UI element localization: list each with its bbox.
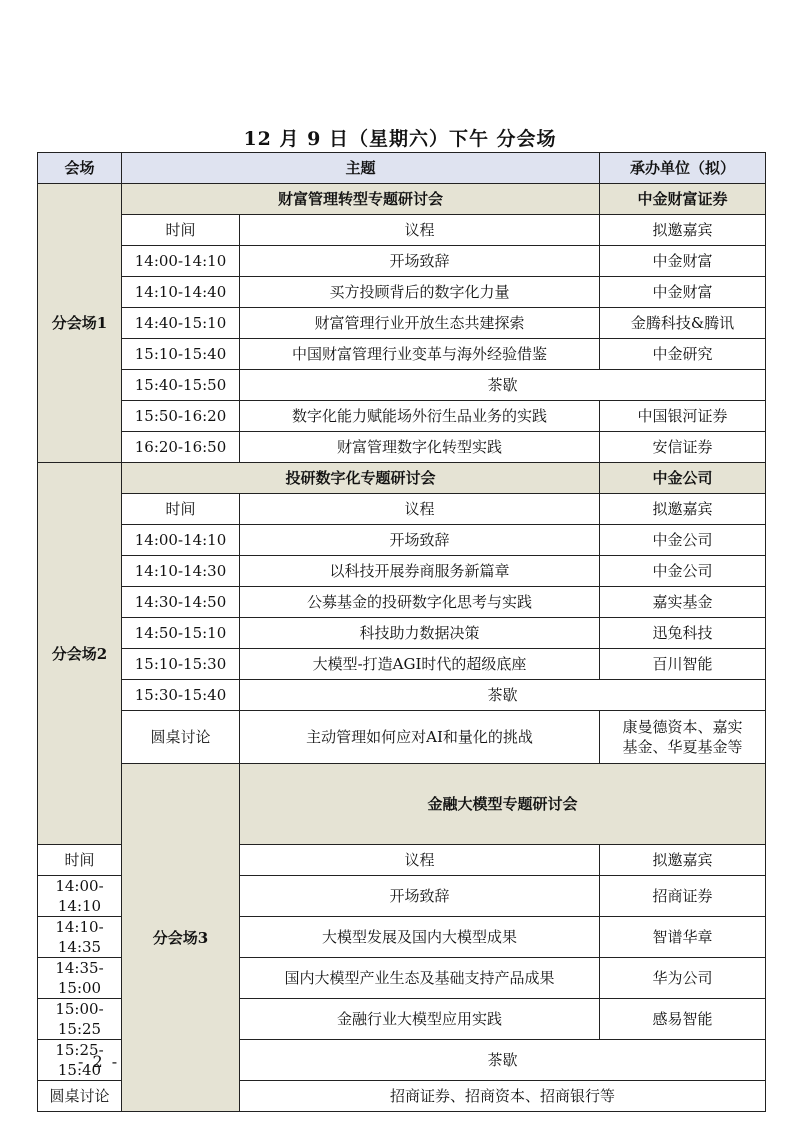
roundtable-guest — [600, 711, 766, 764]
sub-header-guest: 拟邀嘉宾 — [600, 215, 766, 246]
break-row — [38, 370, 766, 401]
time-cell: 14:50-15:10 — [122, 618, 240, 649]
table-row — [38, 432, 766, 463]
sub-header-time: 时间 — [122, 494, 240, 525]
time-cell: 14:00-14:10 — [122, 246, 240, 277]
roundtable-guest-line: 康曼德资本、嘉实 — [622, 718, 743, 736]
time-cell: 14:30-14:50 — [122, 587, 240, 618]
sub-header-agenda: 议程 — [240, 845, 600, 876]
time-cell: 15:00-15:25 — [38, 999, 122, 1040]
time-cell: 15:10-15:30 — [122, 649, 240, 680]
time-cell: 14:10-14:35 — [38, 917, 122, 958]
time-cell: 15:50-16:20 — [122, 401, 240, 432]
topic-cell: 数字化能力赋能场外衍生品业务的实践 — [240, 401, 600, 432]
schedule-table — [37, 152, 766, 1112]
topic-cell: 开场致辞 — [240, 246, 600, 277]
roundtable-topic: 招商证券、招商资本、招商银行等 — [240, 1081, 766, 1112]
table-row — [38, 556, 766, 587]
topic-cell: 财富管理数字化转型实践 — [240, 432, 600, 463]
session-title: 财富管理转型专题研讨会 — [122, 184, 600, 215]
topic-cell: 开场致辞 — [240, 525, 600, 556]
break-cell: 茶歇 — [240, 370, 766, 401]
topic-cell: 国内大模型产业生态及基础支持产品成果 — [240, 958, 600, 999]
venue-cell: 分会场2 — [38, 463, 122, 845]
break-cell: 茶歇 — [240, 1040, 766, 1081]
guest-cell: 智谱华章 — [600, 917, 766, 958]
time-cell: 14:10-14:30 — [122, 556, 240, 587]
guest-cell: 迅兔科技 — [600, 618, 766, 649]
roundtable-row — [38, 711, 766, 764]
session-title: 金融大模型专题研讨会 — [240, 764, 766, 845]
topic-cell: 科技助力数据决策 — [240, 618, 600, 649]
time-cell: 15:40-15:50 — [122, 370, 240, 401]
time-cell: 16:20-16:50 — [122, 432, 240, 463]
sub-header-row — [38, 215, 766, 246]
time-cell: 14:00-14:10 — [122, 525, 240, 556]
sub-header-row — [38, 494, 766, 525]
guest-cell: 百川智能 — [600, 649, 766, 680]
time-cell: 15:30-15:40 — [122, 680, 240, 711]
topic-cell: 以科技开展券商服务新篇章 — [240, 556, 600, 587]
topic-cell: 买方投顾背后的数字化力量 — [240, 277, 600, 308]
time-cell: 15:25-15:40 — [38, 1040, 122, 1081]
roundtable-topic: 主动管理如何应对AI和量化的挑战 — [240, 711, 600, 764]
guest-cell: 安信证券 — [600, 432, 766, 463]
guest-cell: 中金财富 — [600, 277, 766, 308]
guest-cell: 嘉实基金 — [600, 587, 766, 618]
table-header-row — [38, 153, 766, 184]
roundtable-guest-line: 基金、华夏基金等 — [622, 738, 743, 756]
session-host: 中金公司 — [600, 463, 766, 494]
session-row — [38, 764, 766, 845]
table-row — [38, 649, 766, 680]
venue-cell: 分会场1 — [38, 184, 122, 463]
session-row — [38, 463, 766, 494]
break-row — [38, 680, 766, 711]
guest-cell: 中金研究 — [600, 339, 766, 370]
guest-cell: 金腾科技&腾讯 — [600, 308, 766, 339]
header-venue: 会场 — [38, 153, 122, 184]
table-row — [38, 401, 766, 432]
guest-cell: 中金公司 — [600, 525, 766, 556]
sub-header-agenda: 议程 — [240, 215, 600, 246]
topic-cell: 金融行业大模型应用实践 — [240, 999, 600, 1040]
topic-cell: 公募基金的投研数字化思考与实践 — [240, 587, 600, 618]
sub-header-guest: 拟邀嘉宾 — [600, 845, 766, 876]
time-cell: 14:10-14:40 — [122, 277, 240, 308]
session-title: 投研数字化专题研讨会 — [122, 463, 600, 494]
sub-header-time: 时间 — [38, 845, 122, 876]
topic-cell: 财富管理行业开放生态共建探索 — [240, 308, 600, 339]
page-title: 12 月 9 日（星期六）下午 分会场 — [243, 128, 557, 150]
venue-cell: 分会场3 — [122, 764, 240, 1112]
topic-cell: 开场致辞 — [240, 876, 600, 917]
topic-cell: 大模型-打造AGI时代的超级底座 — [240, 649, 600, 680]
topic-cell: 大模型发展及国内大模型成果 — [240, 917, 600, 958]
table-row — [38, 277, 766, 308]
roundtable-label: 圆桌讨论 — [122, 711, 240, 764]
session-host: 中金财富证券 — [600, 184, 766, 215]
time-cell: 14:35-15:00 — [38, 958, 122, 999]
table-row — [38, 339, 766, 370]
header-topic: 主题 — [122, 153, 600, 184]
time-cell: 14:00-14:10 — [38, 876, 122, 917]
break-cell: 茶歇 — [240, 680, 766, 711]
table-row — [38, 618, 766, 649]
table-row — [38, 246, 766, 277]
session-row — [38, 184, 766, 215]
header-host: 承办单位（拟） — [600, 153, 766, 184]
table-row — [38, 525, 766, 556]
guest-cell: 招商证券 — [600, 876, 766, 917]
guest-cell: 中金公司 — [600, 556, 766, 587]
guest-cell: 感易智能 — [600, 999, 766, 1040]
time-cell: 14:40-15:10 — [122, 308, 240, 339]
table-row — [38, 587, 766, 618]
topic-cell: 中国财富管理行业变革与海外经验借鉴 — [240, 339, 600, 370]
roundtable-label: 圆桌讨论 — [38, 1081, 122, 1112]
guest-cell: 中金财富 — [600, 246, 766, 277]
guest-cell: 中国银河证券 — [600, 401, 766, 432]
time-cell: 15:10-15:40 — [122, 339, 240, 370]
sub-header-guest: 拟邀嘉宾 — [600, 494, 766, 525]
sub-header-agenda: 议程 — [240, 494, 600, 525]
sub-header-time: 时间 — [122, 215, 240, 246]
guest-cell: 华为公司 — [600, 958, 766, 999]
table-row — [38, 308, 766, 339]
page-number: - 2 - — [78, 1052, 120, 1071]
